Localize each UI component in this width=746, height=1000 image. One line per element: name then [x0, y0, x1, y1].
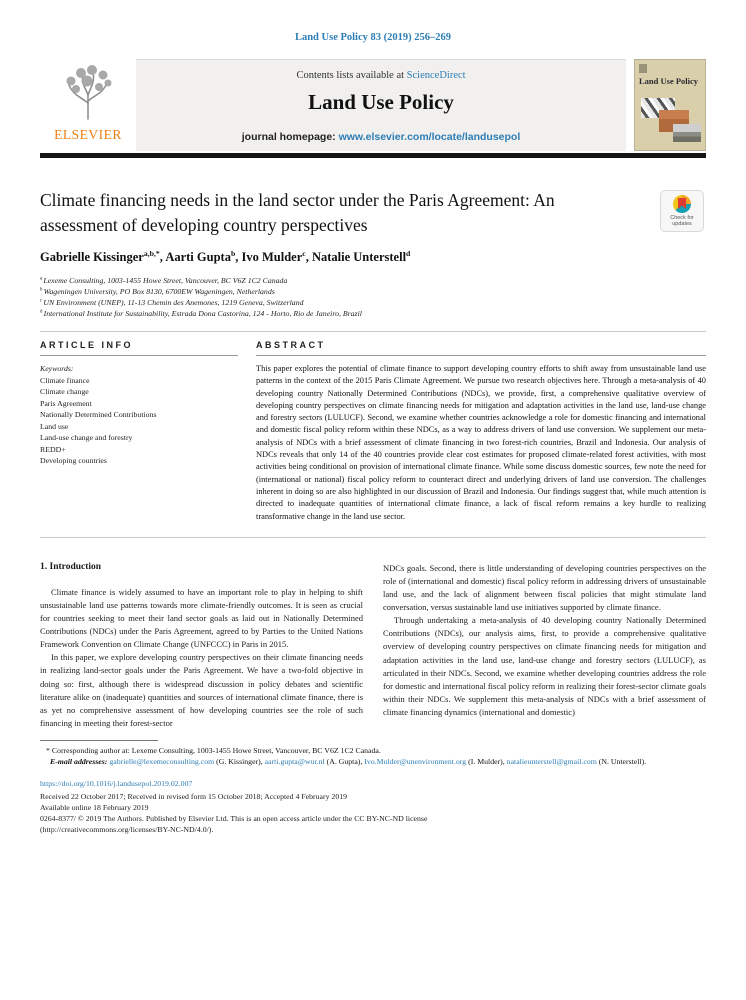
body-left-column — [40, 562, 363, 730]
masthead-center — [136, 59, 626, 151]
article-dates — [40, 791, 706, 813]
affiliation: $^d$ International Institute for Sustainability, Estrada Dona Castorina, 124 - Horto, Rio de Janeiro, Brazil — [40, 309, 362, 318]
received-dates: Received 22 October 2017; Received in revised form 15 October 2018; Accepted 4 February 2019 — [40, 791, 348, 801]
email-addresses: E-mail addresses: gabrielle@lexemeconsulting.com (G. Kissinger), aarti.gupta@wur.nl (A. Gupta), Ivo.Mulder@unenvironment.org (I. Mulder), natalieunterstell@gmail.com (N. Unterstell). — [50, 756, 647, 766]
email-link[interactable]: aarti.gupta@wur.nl — [264, 756, 325, 766]
abstract-text: This paper explores the potential of climate finance to support developing country efforts to shift away from unsustainable land use patterns in the context of the 2015 Paris Climate Agreement. We pursue two research objectives here. Through a meta-analysis of 40 developing country Nationally Determined Contributions (NDCs), we provide, first, a comprehensive qualitative overview of developing country perspectives on climate financing needs for mitigation and adaptation activities in the land use, land-use change and forestry sectors (LULUCF). Second, we examine whether countries acknowledge a role for domestic financing and international and domestic fiscal policy reform within these NDCs, as a way to address drivers of land use conversion. We supplement our meta-analysis of NDCs with a brief assessment of climate financing in two forest-rich countries, Brazil and Indonesia. Our analysis of NDCs reveals that only 14 of the 40 countries provide clear cost estimates for proposed climate-related forest activities, with most activities being conditional on provision of international climate finance. While some discuss domestic sources, few note the need for (international or national) fiscal policy reform to counteract direct and underlying drivers of land use conversion. The challenges inherent in doing so are also highlighted in our discussion of Brazil and Indonesia. Our findings suggest that, while much attention is directed to inadequate quantities of international climate finance, a lack of fiscal reform remains a key hurdle to realizing transformative change in the land use sector. — [256, 364, 706, 521]
sciencedirect-link[interactable]: ScienceDirect — [406, 70, 466, 81]
keyword: Climate change — [40, 387, 89, 396]
article-info-column — [40, 340, 238, 523]
email-link[interactable]: natalieunterstell@gmail.com — [506, 756, 597, 766]
affiliation: $^a$ Lexeme Consulting, 1003-1455 Howe Street, Vancouver, BC V6Z 1C2 Canada — [40, 276, 288, 285]
body-right-column — [383, 562, 706, 730]
paragraph: Through undertaking a meta-analysis of 40 developing country Nationally Determined Contributions (NDCs), our analysis aims, first, to provide a comprehensive qualitative overview of developing country perspectives on climate financing needs for mitigation and adaptation activities in the land use, land-use change and forestry sectors (LULUCF), as articulated in their NDCs. Second, we examine whether developing countries address the role for domestic and international fiscal policy reform in realizing their forest-sector climate goals within their NDCs. We supplement this meta-analysis of NDCs with a brief assessment of climate financing dynamics (international and domestic) — [383, 615, 706, 717]
email-link[interactable]: Ivo.Mulder@unenvironment.org — [364, 756, 467, 766]
keyword: Paris Agreement — [40, 398, 92, 408]
check-for-updates-badge[interactable] — [660, 190, 704, 232]
keyword: Land use — [40, 421, 69, 431]
homepage-prefix: journal homepage: — [241, 131, 339, 143]
abstract-bottom-divider — [40, 537, 706, 538]
check-updates-icon — [673, 195, 691, 213]
corresponding-author-note: * Corresponding author at: Lexeme Consulting, 1003-1455 Howe Street, Vancouver, BC V6Z 1C2 Canada. — [46, 745, 381, 755]
cover-elsevier-mark-icon — [639, 64, 647, 73]
contents-prefix: Contents lists available at — [296, 70, 407, 81]
author: Natalie Unterstell$^d$ — [311, 248, 411, 264]
section-divider — [40, 331, 706, 332]
author-line — [40, 250, 706, 265]
copyright-block — [40, 813, 706, 835]
body-text — [40, 562, 706, 730]
keyword: Developing countries — [40, 456, 107, 465]
keyword: Land-use change and forestry — [40, 433, 133, 442]
keywords-label: Keywords: — [40, 364, 74, 373]
info-abstract-section — [40, 340, 706, 523]
affiliation: $^c$ UN Environment (UNEP), 11-13 Chemin des Anemones, 1219 Geneva, Switzerland — [40, 298, 304, 307]
abstract-column — [256, 340, 706, 523]
article-info-header: ARTICLE INFO — [40, 340, 238, 356]
footnotes — [40, 745, 706, 767]
author: Gabrielle Kissinger$^{a,b,*}$, — [40, 248, 166, 264]
contents-line — [142, 70, 620, 81]
masthead-divider-bar — [40, 153, 706, 158]
journal-name: Land Use Policy — [308, 90, 454, 114]
doi-link[interactable]: https://doi.org/10.1016/j.landusepol.2019.02.007 — [40, 778, 193, 788]
affiliations — [40, 275, 706, 319]
masthead — [40, 59, 706, 151]
elsevier-tree-icon — [61, 63, 115, 126]
cover-title: Land Use Policy — [639, 76, 699, 86]
article-title: Climate financing needs in the land sector under the Paris Agreement: An assessment of developing country perspectives — [40, 190, 555, 235]
bookmark-icon — [678, 198, 686, 209]
keyword: REDD+ — [40, 444, 66, 454]
homepage-line — [142, 131, 620, 143]
elsevier-wordmark: ELSEVIER — [54, 127, 122, 142]
author-affil-sup: b — [230, 248, 236, 258]
author: Aarti Gupta$^b$, — [165, 248, 242, 264]
abstract-header: ABSTRACT — [256, 340, 706, 356]
author: Ivo Mulder$^c$, — [241, 248, 312, 264]
footnote-divider — [40, 740, 158, 741]
email-link[interactable]: gabrielle@lexemeconsulting.com — [109, 756, 215, 766]
check-updates-label: Check for updates — [670, 215, 694, 227]
journal-cover-thumbnail — [634, 59, 706, 151]
paragraph: Climate finance is widely assumed to have an important role to play in helping to shift unsustainable land use patterns towards more climate-friendly outcomes. It is seen as crucial for countries seeking to meet their land sector goals as laid out in Nationally Determined Contributions (NDCs) under the Paris Agreement, agreed to by Parties to the United Nations Framework Convention on Climate Change (UNFCCC) in Paris in 2015. — [40, 586, 363, 650]
author-affil-sup: c — [302, 248, 306, 258]
license-url: (http://creativecommons.org/licenses/BY-NC-ND/4.0/). — [40, 824, 214, 834]
email-label: E-mail addresses: — [50, 756, 110, 766]
cover-image-landscape — [673, 124, 701, 142]
title-row — [40, 188, 706, 238]
doi-line — [40, 779, 706, 788]
journal-citation: Land Use Policy 83 (2019) 256–269 — [294, 32, 452, 43]
elsevier-logo-block — [40, 59, 136, 151]
author-affil-sup: a,b,* — [143, 248, 160, 258]
copyright-line: 0264-8377/ © 2019 The Authors. Published by Elsevier Ltd. This is an open access article under the CC BY-NC-ND license — [40, 813, 428, 823]
introduction-heading: 1. Introduction — [40, 561, 102, 572]
paragraph: NDCs goals. Second, there is little understanding of developing countries perspectives on the role of (international and domestic) fiscal policy reform in addressing drivers of unsustainable land use, and the lack of alignment between fiscal policies that might stimulate land conversation, versus sustainable land use initiatives supported by climate finance. — [383, 562, 706, 613]
available-online: Available online 18 February 2019 — [40, 802, 149, 812]
keyword: Climate finance — [40, 375, 90, 385]
author-affil-sup: d — [406, 248, 411, 258]
keyword: Nationally Determined Contributions — [40, 410, 157, 419]
paragraph: In this paper, we explore developing country perspectives on their climate financing needs in realizing land-sector goals under the Paris Agreement. We have a two-fold objective in doing so: first, although there is widespread discussion in policy debates and scientific literature alike on (inadequate) quantities and sources of international climate finance, there is as yet no comprehensive assessment of how developing countries see the role of such financing in meeting their forest-sector — [40, 652, 363, 728]
affiliation: $^b$ Wageningen University, PO Box 8130, 6700EW Wageningen, Netherlands — [40, 287, 275, 296]
homepage-url-link[interactable]: www.elsevier.com/locate/landusepol — [338, 131, 521, 143]
